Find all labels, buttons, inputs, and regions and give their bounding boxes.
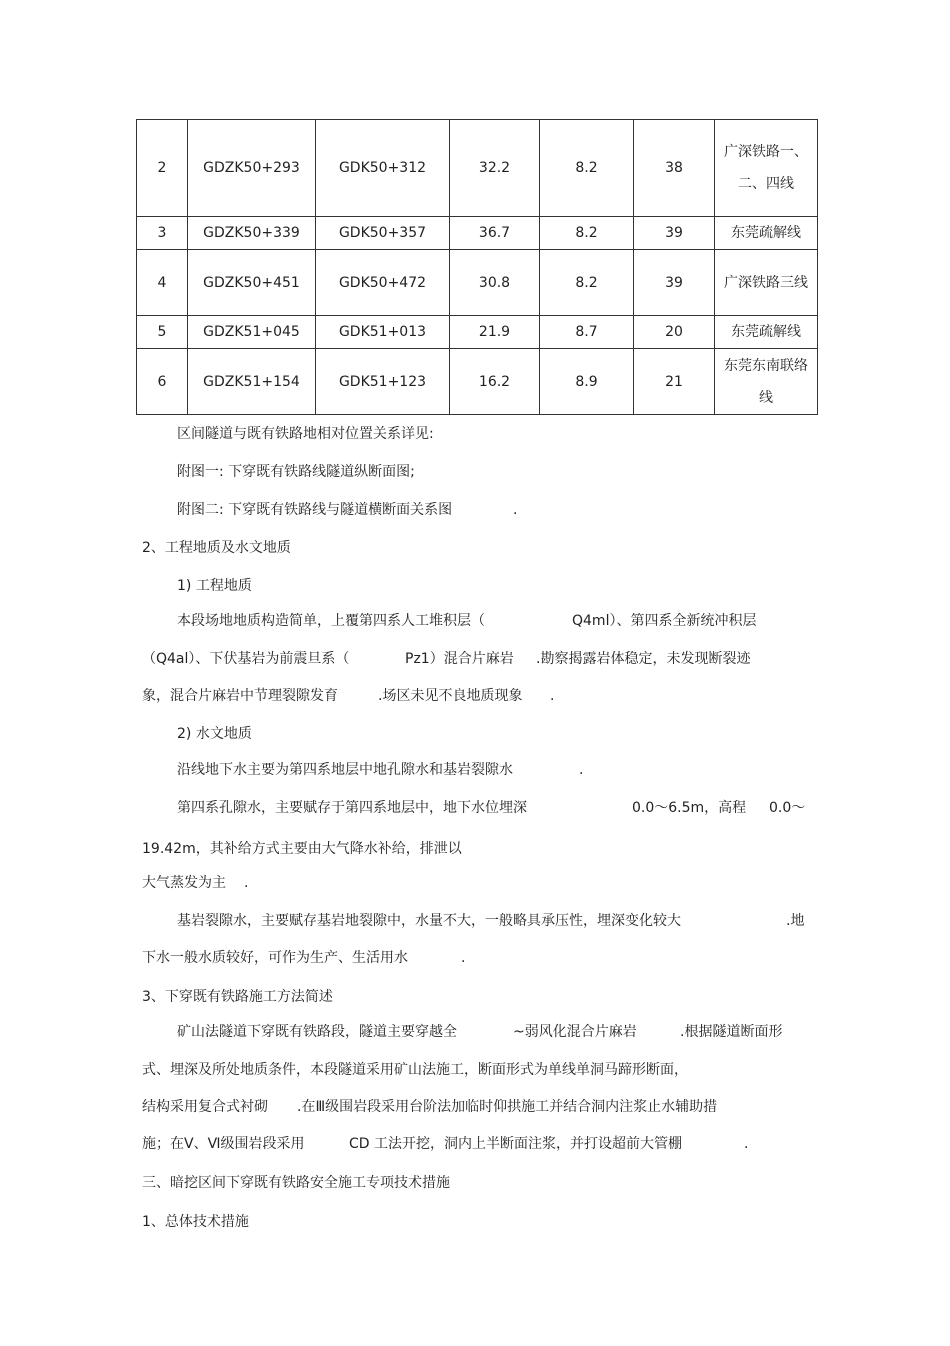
geology-line-1b: Q4ml）、第四系全新统冲积层 bbox=[572, 613, 757, 629]
cell-railway-line: 东莞疏解线 bbox=[715, 217, 818, 250]
water-line-1b: . bbox=[579, 762, 584, 778]
geology-line-3b: .场区未见不良地质现象 bbox=[378, 688, 523, 704]
cell-no: 6 bbox=[137, 349, 188, 415]
attachment-1: 附图一: 下穿既有铁路线隧道纵断面图; bbox=[177, 464, 415, 480]
cell-value-3: 39 bbox=[634, 250, 715, 316]
cell-value-3: 38 bbox=[634, 120, 715, 217]
cell-start-mileage: GDZK50+293 bbox=[188, 120, 316, 217]
cell-railway-line: 广深铁路三线 bbox=[715, 250, 818, 316]
cell-end-mileage: GDK51+013 bbox=[316, 316, 450, 349]
section-heading-overall: 1、总体技术措施 bbox=[142, 1214, 249, 1230]
cell-value-1: 32.2 bbox=[450, 120, 540, 217]
table-row bbox=[137, 316, 818, 349]
cell-value-3: 20 bbox=[634, 316, 715, 349]
method-line-1c: .根据隧道断面形 bbox=[680, 1024, 783, 1040]
cell-end-mileage: GDK51+123 bbox=[316, 349, 450, 415]
cell-value-2: 8.7 bbox=[540, 316, 634, 349]
cell-start-mileage: GDZK50+451 bbox=[188, 250, 316, 316]
subheading-hydrogeology: 2) 水文地质 bbox=[177, 726, 252, 742]
cell-value-2: 8.2 bbox=[540, 250, 634, 316]
cell-value-1: 30.8 bbox=[450, 250, 540, 316]
attachment-2: 附图二: 下穿既有铁路线与隧道横断面关系图 bbox=[177, 502, 453, 518]
cell-end-mileage: GDK50+357 bbox=[316, 217, 450, 250]
cell-no: 3 bbox=[137, 217, 188, 250]
water-line-2c: 0.0～ bbox=[769, 800, 806, 816]
cell-railway-line: 东莞疏解线 bbox=[715, 316, 818, 349]
method-line-3a: 结构采用复合式衬砌 bbox=[142, 1099, 268, 1115]
table-row bbox=[137, 217, 818, 250]
cell-value-1: 16.2 bbox=[450, 349, 540, 415]
section-heading-geology: 2、工程地质及水文地质 bbox=[142, 540, 291, 556]
geology-line-1a: 本段场地地质构造简单，上覆第四系人工堆积层（ bbox=[177, 613, 485, 629]
cell-value-3: 39 bbox=[634, 217, 715, 250]
water-line-5b: .地 bbox=[786, 913, 805, 929]
geology-line-3c: . bbox=[550, 688, 555, 704]
cell-start-mileage: GDZK51+045 bbox=[188, 316, 316, 349]
cell-no: 2 bbox=[137, 120, 188, 217]
chapter-heading-safety: 三、暗挖区间下穿既有铁路安全施工专项技术措施 bbox=[142, 1175, 450, 1191]
cell-value-3: 21 bbox=[634, 349, 715, 415]
water-line-2a: 第四系孔隙水，主要赋存于第四系地层中，地下水位埋深 bbox=[177, 800, 527, 816]
section-heading-method: 3、下穿既有铁路施工方法简述 bbox=[142, 989, 333, 1005]
cell-value-2: 8.9 bbox=[540, 349, 634, 415]
cell-value-1: 21.9 bbox=[450, 316, 540, 349]
cell-value-2: 8.2 bbox=[540, 217, 634, 250]
geology-line-2a: （Q4al）、下伏基岩为前震旦系（ bbox=[142, 651, 350, 667]
railway-crossing-table bbox=[136, 119, 818, 415]
method-line-4a: 施；在Ⅴ、Ⅵ级围岩段采用 bbox=[142, 1136, 305, 1152]
method-line-1b: ~弱风化混合片麻岩 bbox=[513, 1024, 637, 1040]
cell-railway-line: 广深铁路一、二、四线 bbox=[715, 120, 818, 217]
cell-value-1: 36.7 bbox=[450, 217, 540, 250]
water-line-2b: 0.0～6.5m，高程 bbox=[632, 800, 747, 816]
table-row bbox=[137, 120, 818, 217]
geology-line-2c: .勘察揭露岩体稳定，未发现断裂迹 bbox=[536, 651, 751, 667]
geology-line-2b: Pz1）混合片麻岩 bbox=[405, 651, 514, 667]
water-line-6a: 下水一般水质较好，可作为生产、生活用水 bbox=[142, 950, 408, 966]
cell-no: 4 bbox=[137, 250, 188, 316]
method-line-4b: CD 工法开挖，洞内上半断面注浆，并打设超前大管棚 bbox=[349, 1136, 683, 1152]
paragraph-position-intro: 区间隧道与既有铁路地相对位置关系详见: bbox=[177, 426, 434, 442]
method-line-4c: . bbox=[744, 1136, 749, 1152]
water-line-1a: 沿线地下水主要为第四系地层中地孔隙水和基岩裂隙水 bbox=[177, 762, 513, 778]
table-row bbox=[137, 250, 818, 316]
attachment-2-period: . bbox=[513, 502, 518, 518]
cell-start-mileage: GDZK51+154 bbox=[188, 349, 316, 415]
water-line-4a: 大气蒸发为主 bbox=[142, 875, 226, 891]
method-line-2: 式、埋深及所处地质条件，本段隧道采用矿山法施工，断面形式为单线单洞马蹄形断面， bbox=[142, 1062, 688, 1078]
cell-value-2: 8.2 bbox=[540, 120, 634, 217]
cell-end-mileage: GDK50+312 bbox=[316, 120, 450, 217]
subheading-engineering-geology: 1) 工程地质 bbox=[177, 578, 252, 594]
cell-railway-line: 东莞东南联络线 bbox=[715, 349, 818, 415]
water-line-6b: . bbox=[461, 950, 466, 966]
table-row bbox=[137, 349, 818, 415]
water-line-5a: 基岩裂隙水，主要赋存基岩地裂隙中，水量不大，一般略具承压性，埋深变化较大 bbox=[177, 913, 681, 929]
water-line-4b: . bbox=[244, 875, 249, 891]
method-line-3b: .在Ⅲ级围岩段采用台阶法加临时仰拱施工并结合洞内注浆止水辅助措 bbox=[297, 1099, 718, 1115]
cell-end-mileage: GDK50+472 bbox=[316, 250, 450, 316]
method-line-1a: 矿山法隧道下穿既有铁路段，隧道主要穿越全 bbox=[177, 1024, 457, 1040]
water-line-3: 19.42m，其补给方式主要由大气降水补给，排泄以 bbox=[142, 841, 462, 857]
cell-no: 5 bbox=[137, 316, 188, 349]
geology-line-3a: 象，混合片麻岩中节理裂隙发育 bbox=[142, 688, 338, 704]
cell-start-mileage: GDZK50+339 bbox=[188, 217, 316, 250]
